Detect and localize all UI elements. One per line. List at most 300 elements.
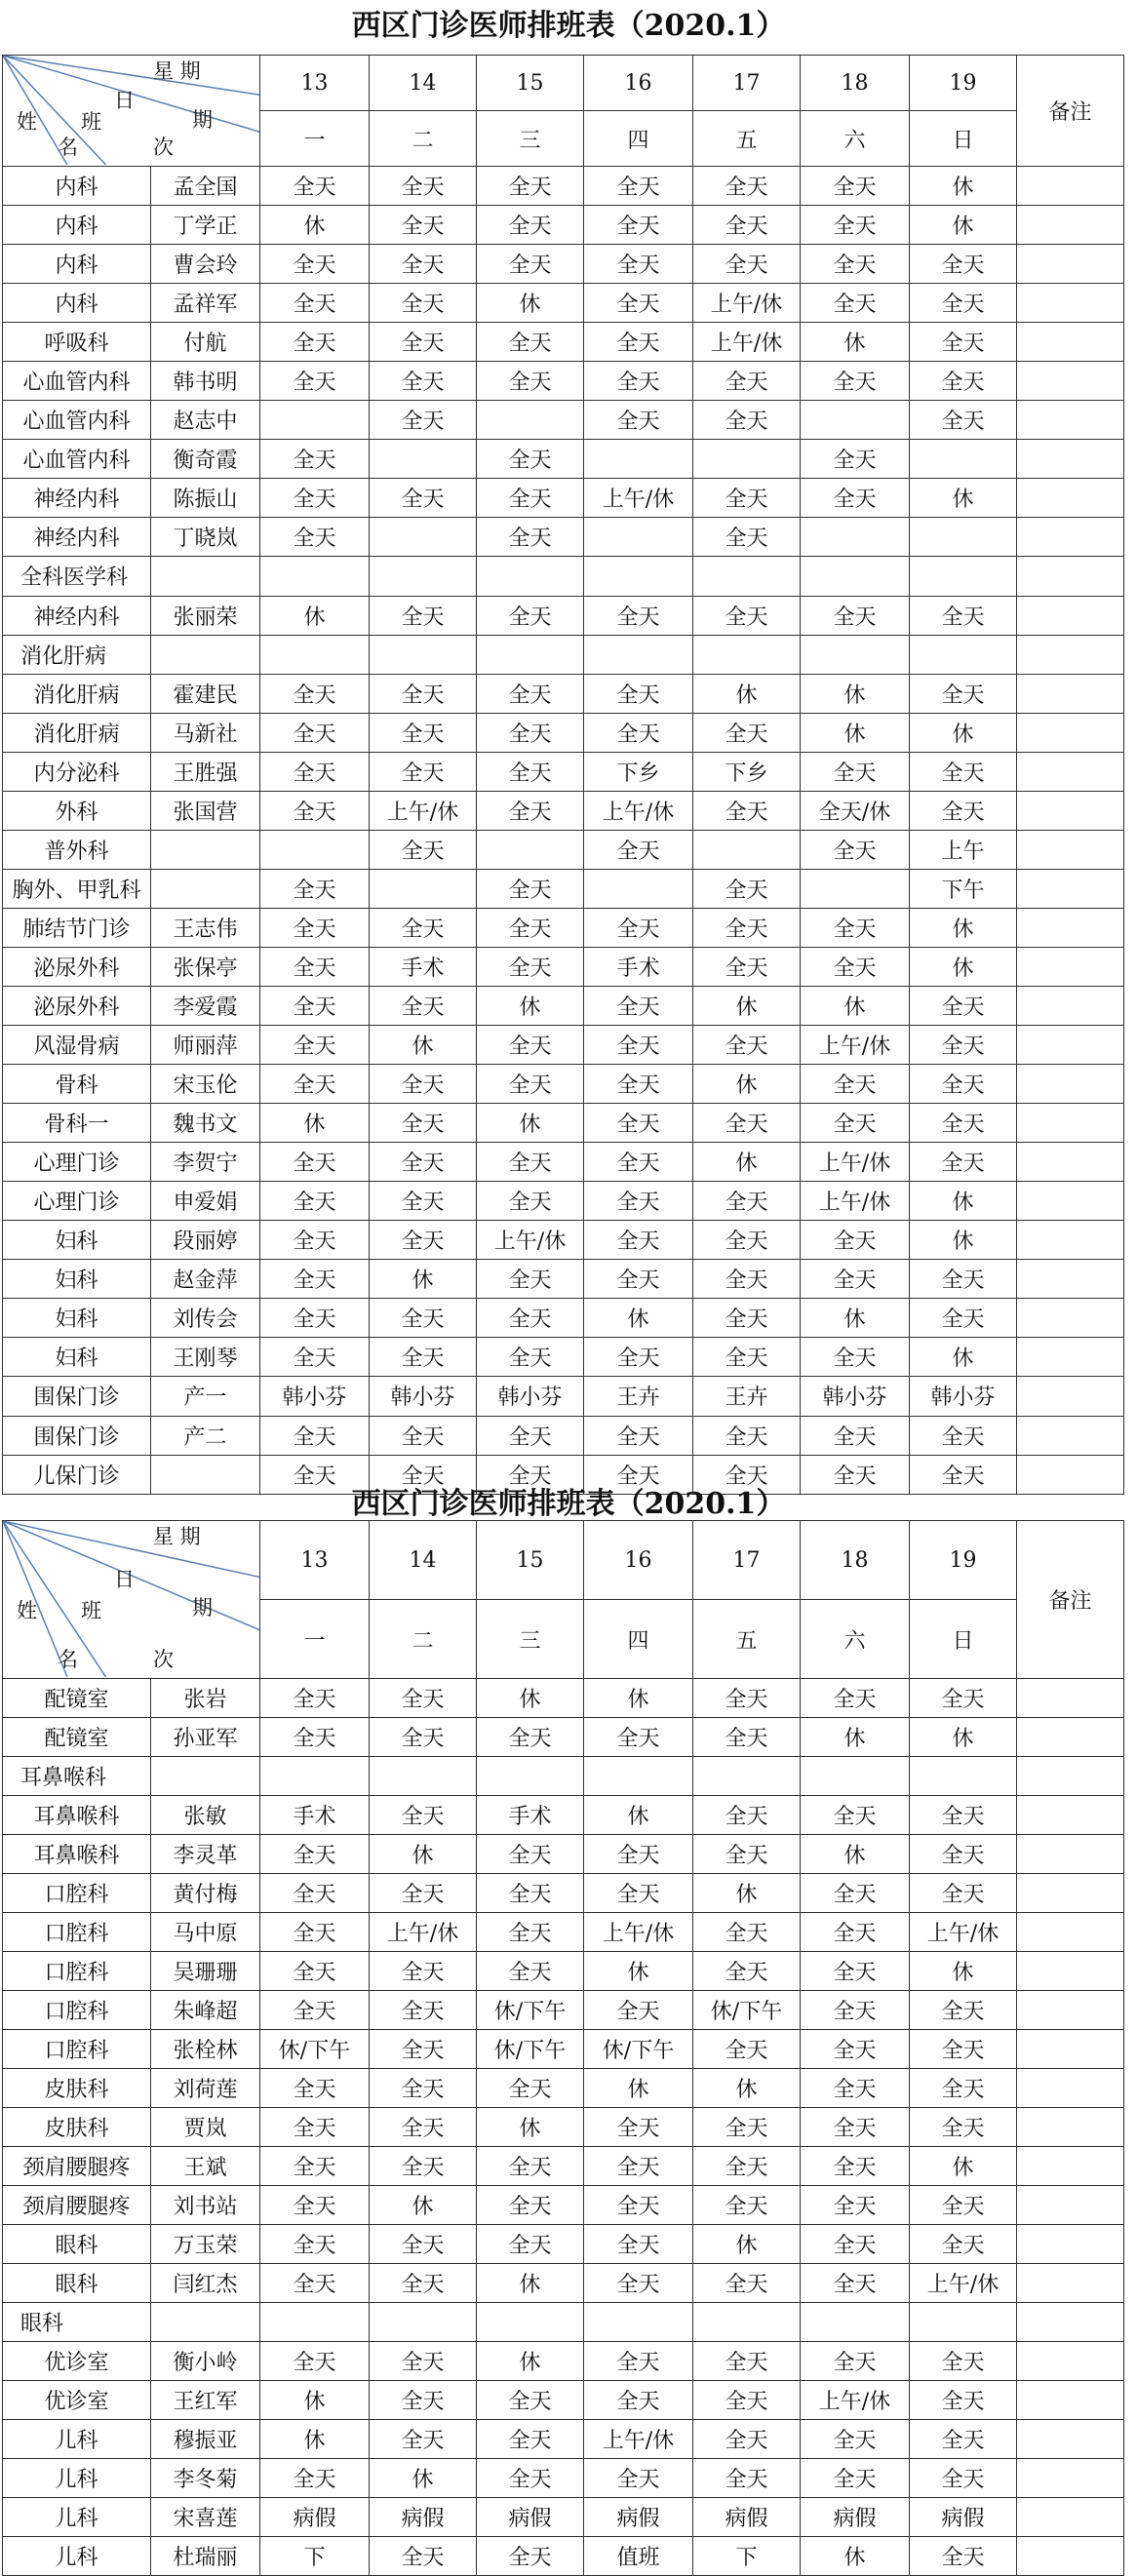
shift-cell: 休 — [260, 206, 370, 245]
table-row — [3, 245, 1124, 284]
shift-cell: 全天 — [801, 1065, 910, 1104]
corner-label-ming: 名 — [58, 136, 78, 159]
shift-cell: 全天 — [584, 1182, 693, 1221]
shift-cell: 下午 — [910, 869, 1017, 908]
shift-cell: 全天 — [693, 1299, 801, 1338]
table-row — [3, 557, 1124, 596]
dept-cell: 儿科 — [3, 2498, 151, 2537]
shift-cell: 全天 — [260, 986, 370, 1025]
shift-cell: 全天 — [260, 1952, 370, 1991]
shift-cell — [910, 557, 1017, 596]
shift-cell: 全天 — [370, 1796, 477, 1835]
doctor-name-cell: 曹会玲 — [151, 245, 260, 284]
table-row — [3, 869, 1124, 908]
shift-cell: 全天 — [801, 1991, 910, 2030]
shift-cell: 下 — [260, 2537, 370, 2576]
shift-cell — [477, 2303, 584, 2342]
shift-cell: 上午/休 — [584, 1913, 693, 1952]
dept-cell: 妇科 — [3, 1338, 151, 1377]
doctor-name-cell: 孙亚军 — [151, 1718, 260, 1757]
weekday-header: 六 — [801, 1600, 910, 1679]
shift-cell: 休 — [910, 1182, 1017, 1221]
dept-cell: 消化肝病 — [3, 674, 151, 713]
shift-cell: 休 — [910, 479, 1017, 518]
dept-cell: 儿科 — [3, 2537, 151, 2576]
shift-cell: 全天 — [477, 713, 584, 752]
shift-cell: 全天 — [584, 1835, 693, 1874]
doctor-name-cell: 赵志中 — [151, 401, 260, 440]
dept-cell: 胸外、甲乳科 — [3, 869, 151, 908]
doctor-name-cell: 张国营 — [151, 791, 260, 830]
shift-cell: 全天 — [370, 2030, 477, 2069]
shift-cell: 休 — [477, 2342, 584, 2381]
remark-cell — [1017, 479, 1124, 518]
shift-cell: 休 — [693, 1874, 801, 1913]
shift-cell: 全天 — [370, 2381, 477, 2420]
shift-cell: 全天 — [477, 2069, 584, 2108]
doctor-name-cell: 张保亭 — [151, 947, 260, 986]
shift-cell: 全天 — [260, 1260, 370, 1299]
doctor-name-cell: 闫红杰 — [151, 2264, 260, 2303]
shift-cell: 休 — [801, 1299, 910, 1338]
shift-cell — [801, 635, 910, 674]
shift-cell: 全天 — [693, 1338, 801, 1377]
dept-cell: 内科 — [3, 284, 151, 323]
shift-cell: 休/下午 — [584, 2030, 693, 2069]
shift-cell: 全天 — [910, 752, 1017, 791]
shift-cell: 全天 — [370, 1221, 477, 1260]
shift-cell: 全天 — [910, 791, 1017, 830]
remark-cell — [1017, 1796, 1124, 1835]
date-header: 15 — [477, 56, 584, 111]
shift-cell: 全天 — [801, 2459, 910, 2498]
table-row — [3, 2108, 1124, 2147]
doctor-name-cell: 杜瑞丽 — [151, 2537, 260, 2576]
shift-cell: 全天 — [910, 2108, 1017, 2147]
shift-cell — [260, 830, 370, 869]
dept-cell: 眼科 — [3, 2303, 151, 2342]
shift-cell: 全天 — [910, 1416, 1017, 1455]
shift-cell: 全天 — [801, 1104, 910, 1143]
shift-cell: 全天 — [801, 830, 910, 869]
shift-cell: 全天 — [801, 284, 910, 323]
remark-cell — [1017, 1718, 1124, 1757]
doctor-name-cell: 黄付梅 — [151, 1874, 260, 1913]
shift-cell: 全天 — [693, 1796, 801, 1835]
doctor-name-cell: 宋喜莲 — [151, 2498, 260, 2537]
shift-cell: 全天 — [260, 1913, 370, 1952]
shift-cell — [260, 401, 370, 440]
shift-cell: 下乡 — [584, 752, 693, 791]
shift-cell: 全天 — [801, 245, 910, 284]
remark-cell — [1017, 1338, 1124, 1377]
shift-cell: 全天 — [910, 323, 1017, 362]
remark-cell — [1017, 245, 1124, 284]
doctor-name-cell: 段丽婷 — [151, 1221, 260, 1260]
remark-cell — [1017, 1679, 1124, 1718]
shift-cell: 全天 — [693, 869, 801, 908]
dept-cell: 神经内科 — [3, 518, 151, 557]
dept-cell: 神经内科 — [3, 596, 151, 635]
dept-cell: 眼科 — [3, 2264, 151, 2303]
shift-cell: 休 — [801, 1718, 910, 1757]
shift-cell: 病假 — [693, 2498, 801, 2537]
shift-cell: 全天 — [477, 1835, 584, 1874]
shift-cell: 上午/休 — [801, 1143, 910, 1182]
shift-cell: 全天 — [910, 2225, 1017, 2264]
shift-cell: 休 — [477, 1679, 584, 1718]
dept-cell: 优诊室 — [3, 2342, 151, 2381]
shift-cell: 全天 — [477, 908, 584, 947]
doctor-name-cell: 李冬菊 — [151, 2459, 260, 2498]
shift-cell: 休/下午 — [477, 2030, 584, 2069]
table-row — [3, 284, 1124, 323]
header-row-dates — [3, 1521, 1124, 1600]
shift-cell — [801, 1757, 910, 1796]
shift-cell: 休 — [370, 1026, 477, 1065]
table-row — [3, 2420, 1124, 2459]
shift-cell — [584, 869, 693, 908]
shift-cell: 全天 — [260, 2069, 370, 2108]
table-row — [3, 1991, 1124, 2030]
shift-cell: 全天 — [693, 1182, 801, 1221]
corner-label-week: 星 期 — [153, 59, 201, 83]
shift-cell — [477, 401, 584, 440]
doctor-name-cell: 李贺宁 — [151, 1143, 260, 1182]
remark-cell — [1017, 206, 1124, 245]
dept-cell: 皮肤科 — [3, 2069, 151, 2108]
shift-cell: 全天 — [370, 245, 477, 284]
shift-cell: 休/下午 — [693, 1991, 801, 2030]
shift-cell — [370, 2303, 477, 2342]
shift-cell: 休 — [260, 596, 370, 635]
dept-cell: 妇科 — [3, 1260, 151, 1299]
corner-label-period: 期 — [192, 107, 213, 132]
shift-cell: 全天 — [260, 1065, 370, 1104]
shift-cell: 病假 — [370, 2498, 477, 2537]
shift-cell: 全天 — [370, 596, 477, 635]
table-row — [3, 1718, 1124, 1757]
shift-cell: 全天 — [260, 1143, 370, 1182]
shift-cell: 全天 — [801, 1952, 910, 1991]
shift-cell: 全天 — [584, 2381, 693, 2420]
shift-cell: 休 — [801, 674, 910, 713]
shift-cell: 休 — [260, 1104, 370, 1143]
corner-header — [3, 1521, 260, 1679]
date-header: 14 — [370, 1521, 477, 1600]
weekday-header: 四 — [584, 111, 693, 167]
shift-cell: 全天 — [801, 206, 910, 245]
shift-cell: 休 — [693, 2225, 801, 2264]
shift-cell: 全天 — [370, 830, 477, 869]
table-row — [3, 1104, 1124, 1143]
shift-cell: 全天 — [477, 167, 584, 206]
shift-cell: 全天 — [477, 362, 584, 401]
doctor-name-cell: 张栓林 — [151, 2030, 260, 2069]
header-row-dates — [3, 56, 1124, 111]
doctor-name-cell: 张岩 — [151, 1679, 260, 1718]
remark-cell — [1017, 1143, 1124, 1182]
doctor-name-cell: 孟祥军 — [151, 284, 260, 323]
dept-cell: 配镜室 — [3, 1718, 151, 1757]
table-row — [3, 1679, 1124, 1718]
shift-cell: 全天 — [260, 2342, 370, 2381]
remark-cell — [1017, 2108, 1124, 2147]
table-row — [3, 518, 1124, 557]
dept-cell: 内科 — [3, 167, 151, 206]
dept-cell: 泌尿外科 — [3, 986, 151, 1025]
dept-cell: 消化肝病 — [3, 635, 151, 674]
dept-cell: 全科医学科 — [3, 557, 151, 596]
shift-cell: 全天 — [477, 2537, 584, 2576]
shift-cell: 休 — [693, 986, 801, 1025]
corner-label-name: 姓 — [17, 1599, 37, 1622]
shift-cell: 休 — [477, 986, 584, 1025]
remark-cell — [1017, 1182, 1124, 1221]
shift-cell: 全天 — [910, 2030, 1017, 2069]
remark-cell — [1017, 596, 1124, 635]
doctor-name-cell: 丁晓岚 — [151, 518, 260, 557]
remark-cell — [1017, 908, 1124, 947]
shift-cell: 全天 — [910, 245, 1017, 284]
dept-cell: 妇科 — [3, 1299, 151, 1338]
remark-header: 备注 — [1017, 56, 1124, 167]
shift-cell: 全天 — [693, 1455, 801, 1494]
shift-cell: 全天 — [370, 2342, 477, 2381]
remark-cell — [1017, 1377, 1124, 1416]
remark-cell — [1017, 986, 1124, 1025]
shift-cell: 全天 — [910, 401, 1017, 440]
doctor-name-cell — [151, 830, 260, 869]
shift-cell: 全天 — [370, 908, 477, 947]
table-row — [3, 2537, 1124, 2576]
shift-cell: 全天 — [370, 986, 477, 1025]
shift-cell: 值班 — [584, 2537, 693, 2576]
weekday-header: 六 — [801, 111, 910, 167]
shift-cell: 下乡 — [693, 752, 801, 791]
table-row — [3, 596, 1124, 635]
remark-cell — [1017, 1104, 1124, 1143]
shift-cell: 全天 — [260, 2459, 370, 2498]
remark-cell — [1017, 1874, 1124, 1913]
shift-cell: 全天 — [370, 752, 477, 791]
shift-cell: 全天 — [370, 2225, 477, 2264]
shift-cell: 全天 — [693, 479, 801, 518]
shift-cell: 休 — [370, 2186, 477, 2225]
shift-cell: 全天 — [910, 596, 1017, 635]
shift-cell: 全天 — [370, 1874, 477, 1913]
shift-cell: 全天 — [584, 401, 693, 440]
shift-cell: 全天 — [801, 2069, 910, 2108]
table-row — [3, 1065, 1124, 1104]
shift-cell: 全天 — [370, 1299, 477, 1338]
shift-cell: 全天 — [584, 1416, 693, 1455]
date-header: 19 — [910, 56, 1017, 111]
shift-cell: 全天 — [477, 2225, 584, 2264]
shift-cell: 休 — [910, 1338, 1017, 1377]
table-row — [3, 635, 1124, 674]
remark-cell — [1017, 362, 1124, 401]
shift-cell: 全天 — [693, 1718, 801, 1757]
shift-cell: 全天 — [260, 908, 370, 947]
shift-cell: 下 — [693, 2537, 801, 2576]
shift-cell: 手术 — [584, 947, 693, 986]
shift-cell — [584, 1757, 693, 1796]
shift-cell: 全天 — [693, 245, 801, 284]
shift-cell: 全天 — [260, 1182, 370, 1221]
remark-cell — [1017, 1991, 1124, 2030]
doctor-name-cell: 魏书文 — [151, 1104, 260, 1143]
shift-cell: 全天 — [477, 479, 584, 518]
dept-cell: 心血管内科 — [3, 362, 151, 401]
shift-cell: 全天 — [693, 1104, 801, 1143]
shift-cell: 全天 — [693, 1952, 801, 1991]
shift-cell: 全天 — [910, 1026, 1017, 1065]
shift-cell: 全天 — [910, 1796, 1017, 1835]
remark-cell — [1017, 401, 1124, 440]
shift-cell: 休 — [584, 2069, 693, 2108]
shift-cell — [260, 1757, 370, 1796]
shift-cell: 全天 — [260, 2264, 370, 2303]
shift-cell: 全天 — [584, 2264, 693, 2303]
shift-cell: 韩小芬 — [801, 1377, 910, 1416]
dept-cell: 呼吸科 — [3, 323, 151, 362]
remark-cell — [1017, 2498, 1124, 2537]
shift-cell: 全天 — [260, 1835, 370, 1874]
date-header: 16 — [584, 56, 693, 111]
corner-label-period: 期 — [192, 1595, 213, 1620]
shift-cell: 全天 — [693, 2264, 801, 2303]
shift-cell: 休 — [370, 1835, 477, 1874]
shift-cell: 全天 — [801, 1796, 910, 1835]
doctor-name-cell: 丁学正 — [151, 206, 260, 245]
doctor-name-cell: 衡奇霞 — [151, 440, 260, 479]
shift-cell: 全天 — [801, 1679, 910, 1718]
shift-cell — [910, 1757, 1017, 1796]
doctor-name-cell: 朱峰超 — [151, 1991, 260, 2030]
shift-cell: 全天 — [584, 2342, 693, 2381]
shift-cell: 全天 — [370, 1991, 477, 2030]
dept-cell: 儿科 — [3, 2420, 151, 2459]
shift-cell: 全天 — [370, 2069, 477, 2108]
remark-cell — [1017, 2147, 1124, 2186]
doctor-name-cell: 衡小岭 — [151, 2342, 260, 2381]
doctor-name-cell — [151, 635, 260, 674]
shift-cell: 全天 — [584, 830, 693, 869]
shift-cell: 休 — [693, 1065, 801, 1104]
shift-cell: 全天 — [260, 1455, 370, 1494]
shift-cell: 休 — [584, 1952, 693, 1991]
shift-cell: 休 — [477, 284, 584, 323]
doctor-name-cell: 王红军 — [151, 2381, 260, 2420]
weekday-header: 三 — [477, 1600, 584, 1679]
dept-cell: 心理门诊 — [3, 1143, 151, 1182]
remark-cell — [1017, 2225, 1124, 2264]
shift-cell: 休 — [910, 1221, 1017, 1260]
shift-cell: 全天 — [370, 2147, 477, 2186]
table-row — [3, 1416, 1124, 1455]
date-header: 15 — [477, 1521, 584, 1600]
dept-cell: 耳鼻喉科 — [3, 1835, 151, 1874]
shift-cell: 上午/休 — [693, 323, 801, 362]
shift-cell: 全天 — [477, 518, 584, 557]
remark-cell — [1017, 2069, 1124, 2108]
shift-cell: 全天 — [693, 1679, 801, 1718]
shift-cell: 上午/休 — [910, 2264, 1017, 2303]
shift-cell: 休 — [693, 2069, 801, 2108]
shift-cell: 全天 — [693, 362, 801, 401]
shift-cell: 韩小芬 — [260, 1377, 370, 1416]
shift-cell: 全天 — [693, 1913, 801, 1952]
shift-cell: 全天 — [910, 284, 1017, 323]
table-row — [3, 1260, 1124, 1299]
table-row — [3, 1952, 1124, 1991]
remark-cell — [1017, 635, 1124, 674]
shift-cell: 全天 — [477, 1026, 584, 1065]
shift-cell — [370, 869, 477, 908]
shift-cell: 全天 — [477, 1182, 584, 1221]
dept-cell: 普外科 — [3, 830, 151, 869]
shift-cell: 病假 — [260, 2498, 370, 2537]
shift-cell: 全天 — [477, 323, 584, 362]
shift-cell: 全天 — [370, 1143, 477, 1182]
shift-cell: 全天 — [477, 245, 584, 284]
shift-cell: 全天 — [910, 2537, 1017, 2576]
shift-cell: 上午/休 — [477, 1221, 584, 1260]
table-row — [3, 2264, 1124, 2303]
shift-cell: 全天 — [370, 674, 477, 713]
shift-cell: 休 — [910, 1718, 1017, 1757]
shift-cell: 上午/休 — [801, 2381, 910, 2420]
shift-cell: 病假 — [801, 2498, 910, 2537]
shift-cell: 全天 — [260, 674, 370, 713]
doctor-name-cell: 王刚琴 — [151, 1338, 260, 1377]
shift-cell: 休 — [910, 206, 1017, 245]
remark-cell — [1017, 1416, 1124, 1455]
remark-cell — [1017, 2186, 1124, 2225]
remark-cell — [1017, 1065, 1124, 1104]
shift-cell: 休/下午 — [477, 1991, 584, 2030]
dept-cell: 内科 — [3, 206, 151, 245]
shift-cell — [370, 440, 477, 479]
sheet-title: 西区门诊医师排班表（2020.1） — [351, 1487, 786, 1521]
shift-cell: 全天 — [910, 1874, 1017, 1913]
table-row — [3, 2381, 1124, 2420]
shift-cell: 全天 — [260, 869, 370, 908]
shift-cell: 全天 — [693, 1026, 801, 1065]
shift-cell: 上午/休 — [910, 1913, 1017, 1952]
date-header: 17 — [693, 1521, 801, 1600]
shift-cell: 休 — [801, 323, 910, 362]
shift-cell — [693, 440, 801, 479]
shift-cell: 全天 — [693, 2186, 801, 2225]
shift-cell: 全天 — [370, 401, 477, 440]
shift-cell: 王卉 — [693, 1377, 801, 1416]
shift-cell: 全天 — [910, 362, 1017, 401]
shift-cell: 全天 — [801, 1338, 910, 1377]
remark-cell — [1017, 830, 1124, 869]
table-row — [3, 1874, 1124, 1913]
shift-cell: 全天 — [693, 1221, 801, 1260]
table-row — [3, 2342, 1124, 2381]
shift-cell: 全天 — [584, 1104, 693, 1143]
shift-cell: 休 — [584, 1299, 693, 1338]
shift-cell: 全天 — [693, 2108, 801, 2147]
remark-cell — [1017, 2030, 1124, 2069]
doctor-name-cell: 刘书站 — [151, 2186, 260, 2225]
dept-cell: 口腔科 — [3, 1991, 151, 2030]
remark-cell — [1017, 2303, 1124, 2342]
